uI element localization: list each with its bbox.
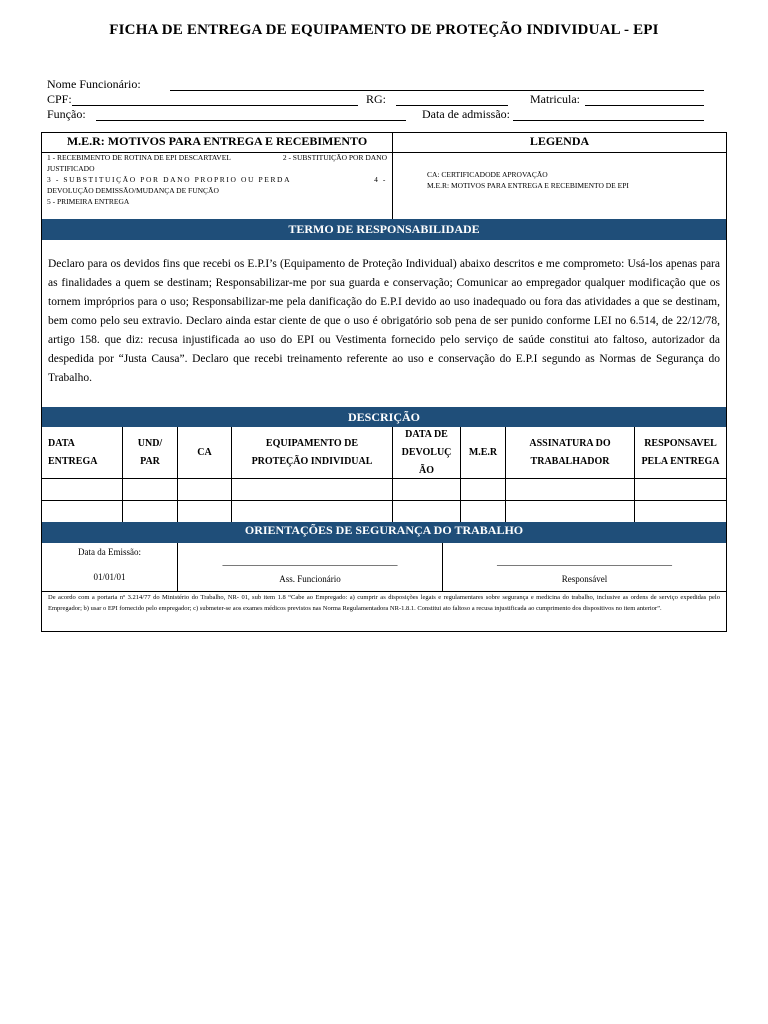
table-row[interactable] [42, 479, 726, 500]
cpf-field[interactable] [72, 105, 358, 106]
admissao-field[interactable] [513, 120, 704, 121]
funcao-field[interactable] [96, 120, 406, 121]
col-und-par: UND/ PAR [137, 437, 163, 467]
rg-field[interactable] [396, 105, 508, 106]
mer-item-3: 3 - SUBSTITUIÇÃO POR DANO PROPRIO OU PERDA [47, 175, 292, 184]
footnote: De acordo com a portaria nº 3.214/77 do Ministério do Trabalho, NR- 01, sub item 1.8 “Cabe ao Empregado: a) cumprir as disposições legais e regulamentares sobre segurança e medicina do trabalho, inclusive as ordens de serviço expedidas pelo Empregador; b) usar o EPI fornecido pelo empregador; c) submeter-se aos exames médicos previstos nas Norma Regulamentadora NR-1.8.1. Constitui ato faltoso a recusa injustificada ao cumprimento dos dispositivos no item anterior”. [48, 594, 720, 612]
legenda-heading: LEGENDA [529, 134, 590, 148]
col-responsavel: RESPONSAVEL PELA ENTREGA [641, 437, 720, 467]
admissao-label: Data de admissão: [422, 107, 510, 121]
col-mer: M.E.R [468, 446, 498, 458]
legenda-list [427, 169, 722, 191]
matricula-field[interactable] [585, 105, 704, 106]
mer-item-1: 1 - RECEBIMENTO DE ROTINA DE EPI DESCARTAVEL [47, 153, 231, 162]
assinatura-funcionario-label: Ass. Funcionário [279, 574, 341, 584]
cpf-label: CPF: [47, 92, 72, 106]
termo-text: Declaro para os devidos fins que recebi os E.P.I’s (Equipamento de Proteção Individual) abaixo descritos e me comprometo: Usá-los apenas para as finalidades a quem se destinam; Responsabilizar-me por sua guarda e conservação; Comunicar ao empregador qualquer modificação que os tornem impróprios para o uso; Responsabilizar-me pela danificação do E.P.I devido ao uso inadequado ou fora das atividades a que se destinam, bem como pelo seu extravio. Declaro ainda estar ciente de que o uso é obrigatório sob pena de ser punido conforme LEI no 6.514, de 22/12/78, artigo 158. que diz: recusa injustificada ao uso do EPI ou Vestimenta fornecido pelo serviço de saúde constitui ato faltoso, autorizador da despedida por “Justa Causa”. Declaro que recebi treinamento referente ao uso e conservação do E.P.I segundo as Normas de Segurança do Trabalho. [48, 258, 720, 384]
orientacoes-heading: ORIENTAÇÕES DE SEGURANÇA DO TRABALHO [42, 522, 726, 543]
table-row[interactable] [42, 501, 726, 522]
mer-item-4-cont: DEVOLUÇÃO DEMISSÃO/MUDANÇA DE FUNÇÃO [47, 186, 219, 195]
termo-heading: TERMO DE RESPONSABILIDADE [42, 219, 726, 240]
page-title: FICHA DE ENTREGA DE EQUIPAMENTO DE PROTEÇÃO INDIVIDUAL - EPI [109, 22, 659, 38]
col-equipamento: EQUIPAMENTO DE PROTEÇÃO INDIVIDUAL [251, 437, 373, 467]
col-data-devolucao: DATA DE DEVOLUÇ ÃO [401, 428, 452, 476]
emissao-value: 01/01/01 [93, 572, 126, 582]
nome-label: Nome Funcionário: [47, 77, 141, 91]
divider [392, 133, 393, 219]
funcao-label: Função: [47, 107, 86, 121]
mer-item-4: 4 - [374, 175, 387, 184]
form-frame [41, 132, 727, 632]
descricao-heading: DESCRIÇÃO [42, 407, 726, 427]
mer-heading: M.E.R: MOTIVOS PARA ENTREGA E RECEBIMENTO [66, 134, 368, 148]
responsavel-label: Responsável [561, 574, 608, 584]
mer-list [47, 152, 387, 207]
mer-item-2: 2 - SUBSTITUIÇÃO POR DANO [282, 153, 387, 162]
matricula-label: Matricula: [530, 92, 580, 106]
mer-item-5: 5 - PRIMEIRA ENTREGA [47, 197, 130, 206]
legenda-mer: M.E.R: MOTIVOS PARA ENTREGA E RECEBIMENTO DE EPI [427, 181, 629, 190]
col-assinatura: ASSINATURA DO TRABALHADOR [529, 437, 611, 467]
assinatura-funcionario-line[interactable]: ___________________________________ [222, 556, 398, 567]
rg-label: RG: [366, 92, 387, 106]
emissao-label: Data da Emissão: [78, 547, 141, 557]
nome-field[interactable] [170, 90, 704, 91]
col-ca: CA [197, 446, 212, 458]
mer-item-2-cont: JUSTIFICADO [47, 164, 95, 173]
assinatura-responsavel-line[interactable]: ___________________________________ [497, 556, 672, 567]
col-data-entrega: DATA ENTREGA [48, 437, 98, 467]
legenda-ca: CA: CERTIFICADODE APROVAÇÃO [427, 170, 548, 179]
